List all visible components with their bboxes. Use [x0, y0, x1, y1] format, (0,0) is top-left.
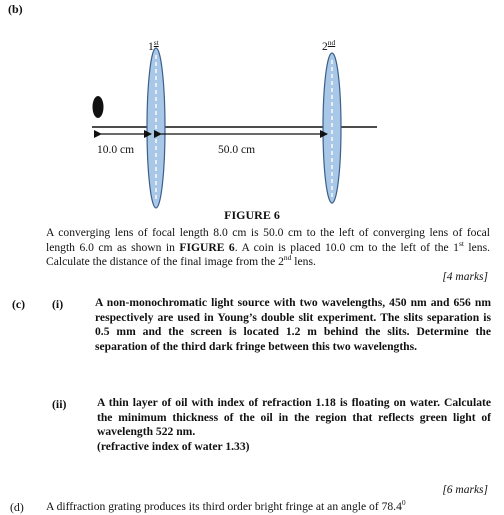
figure-title: FIGURE 6	[224, 208, 280, 222]
part-c-i-label: (i)	[52, 297, 64, 311]
coin-shape	[93, 96, 104, 118]
part-b-marks: [4 marks]	[442, 271, 488, 283]
part-c-ii-label: (ii)	[52, 397, 67, 411]
second-lens-label: 2nd	[322, 38, 336, 53]
part-b-label: (b)	[8, 2, 23, 16]
part-c-ii-question: A thin layer of oil with index of refraction 1.18 is floating on water. Calculate the minimum thickness of the oil in the region that reflects green light of wavelength 522 nm. (refractive index of water 1.33)	[97, 396, 491, 453]
part-b-question: A converging lens of focal length 8.0 cm is 50.0 cm to the left of converging lens of focal length 6.0 cm as shown in FIGURE 6. A coin is placed 10.0 cm to the left of the 1st lens. Calculate the distance of the final image from the 2nd lens.	[46, 226, 490, 269]
part-d-label: (d)	[10, 500, 24, 514]
part-c-i-question: A non-monochromatic light source with two wavelengths, 450 nm and 656 nm respectively are used in Young’s double slit experiment. The slits separation is 0.5 mm and the screen is located 1.2 m behind the slits. Determine the separation of the third dark fringe between this two wavelengths.	[95, 296, 491, 353]
part-c-label: (c)	[12, 297, 26, 311]
part-c-marks: [6 marks]	[442, 484, 488, 496]
first-lens-label: 1st	[148, 38, 159, 53]
part-d-question: A diffraction grating produces its third order bright fringe at an angle of 78.4$^0$	[46, 498, 406, 513]
figure-6-diagram	[0, 0, 504, 230]
distance-label-1: 10.0 cm	[97, 144, 135, 156]
distance-label-2: 50.0 cm	[218, 144, 256, 156]
